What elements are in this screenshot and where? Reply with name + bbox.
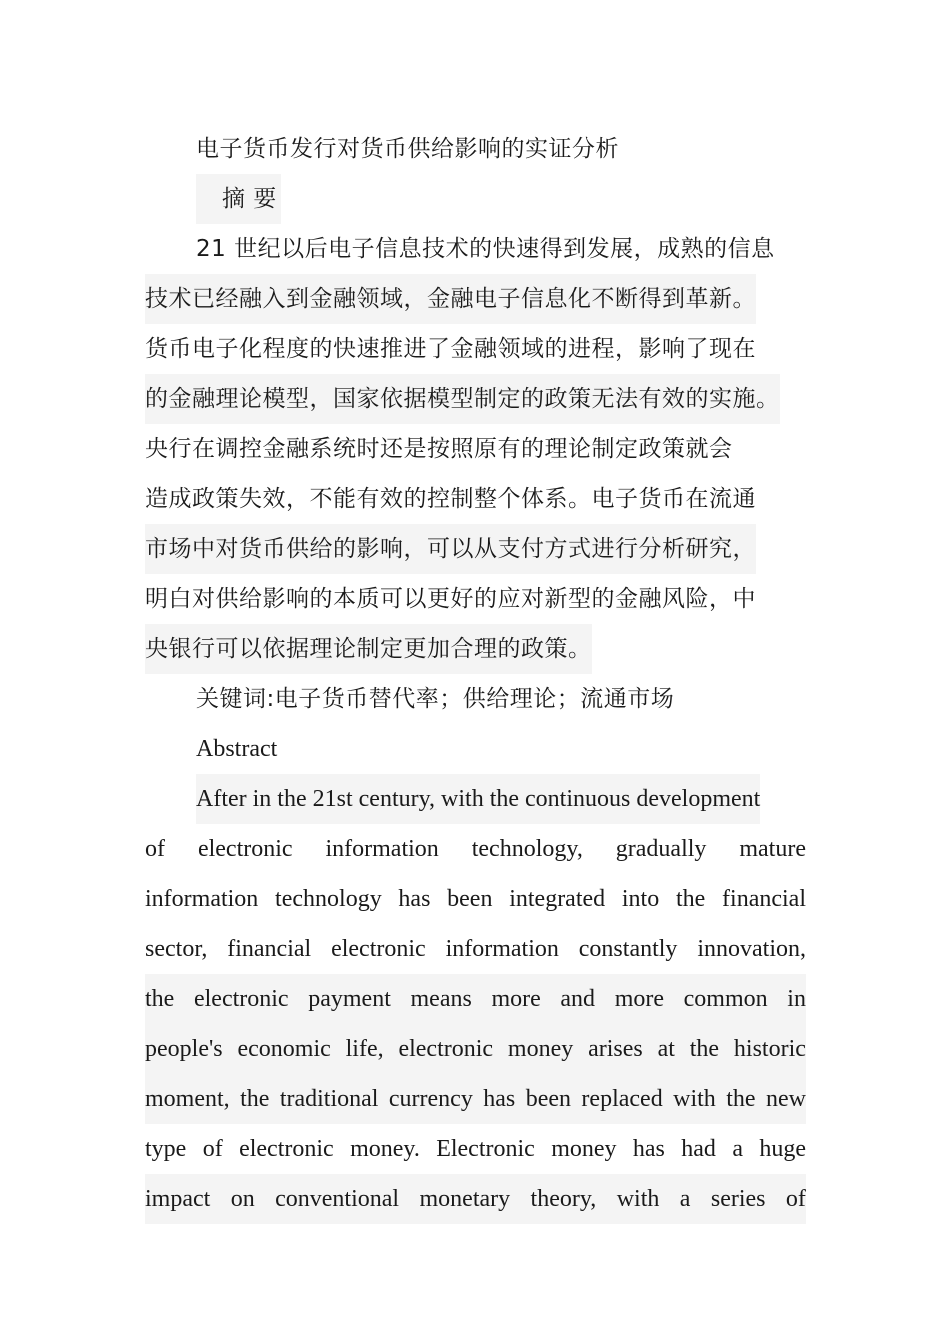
- word: the: [145, 986, 175, 1012]
- cn-abstract-line: 造成政策失效，不能有效的控制整个体系。电子货币在流通: [145, 486, 756, 512]
- word: money.: [350, 1136, 420, 1162]
- word: money: [551, 1136, 617, 1162]
- word: huge: [759, 1136, 806, 1162]
- word: integrated: [509, 886, 606, 912]
- word: replaced: [581, 1086, 663, 1112]
- word: the: [240, 1086, 270, 1112]
- word: impact: [145, 1186, 211, 1212]
- word: historic: [733, 1036, 806, 1062]
- word: type: [145, 1136, 187, 1162]
- word: has: [398, 886, 431, 912]
- word: of: [145, 836, 165, 862]
- cn-abstract-line: 央银行可以依据理论制定更加合理的政策。: [145, 624, 592, 674]
- en-abstract-line: [145, 1124, 806, 1174]
- word: constantly: [578, 936, 678, 962]
- word: electronic: [193, 986, 289, 1012]
- cn-abstract-line: 21 世纪以后电子信息技术的快速得到发展，成熟的信息: [196, 236, 775, 262]
- abstract-heading: 摘 要: [196, 174, 281, 224]
- keywords: 关键词:电子货币替代率；供给理论；流通市场: [196, 686, 675, 712]
- word: a: [732, 1136, 743, 1162]
- word: has: [632, 1136, 665, 1162]
- word: series: [710, 1186, 766, 1212]
- cn-abstract-line: 的金融理论模型，国家依据模型制定的政策无法有效的实施。: [145, 374, 780, 424]
- word: gradually: [615, 836, 707, 862]
- word: had: [681, 1136, 716, 1162]
- word: at: [657, 1036, 675, 1062]
- word: new: [765, 1086, 806, 1112]
- word: people's: [145, 1036, 223, 1062]
- word: common: [683, 986, 768, 1012]
- word: of: [202, 1136, 223, 1162]
- word: economic: [237, 1036, 331, 1062]
- cn-abstract-line: 市场中对货币供给的影响，可以从支付方式进行分析研究，: [145, 524, 756, 574]
- word: electronic: [239, 1136, 334, 1162]
- cn-abstract-line: 技术已经融入到金融领域，金融电子信息化不断得到革新。: [145, 274, 756, 324]
- word: information: [445, 936, 559, 962]
- word: technology: [275, 886, 382, 912]
- word: the: [726, 1086, 756, 1112]
- document-title: 电子货币发行对货币供给影响的实证分析: [196, 136, 619, 162]
- word: means: [410, 986, 472, 1012]
- word: with: [616, 1186, 660, 1212]
- word: been: [447, 886, 493, 912]
- word: monetary: [419, 1186, 511, 1212]
- word: life,: [345, 1036, 384, 1062]
- word: arises: [588, 1036, 643, 1062]
- cn-abstract-line: 明白对供给影响的本质可以更好的应对新型的金融风险，中: [145, 586, 756, 612]
- word: into: [621, 886, 660, 912]
- word: money: [507, 1036, 574, 1062]
- word: the: [689, 1036, 720, 1062]
- word: more: [614, 986, 665, 1012]
- word: been: [525, 1086, 571, 1112]
- word: traditional: [279, 1086, 379, 1112]
- word: electronic: [398, 1036, 494, 1062]
- word: mature: [739, 836, 806, 862]
- en-abstract-line: [145, 1074, 806, 1124]
- cn-abstract-line: 货币电子化程度的快速推进了金融领域的进程，影响了现在: [145, 336, 756, 362]
- en-abstract-line: [145, 974, 806, 1024]
- en-abstract-line: [145, 824, 806, 874]
- en-abstract-line: [145, 1024, 806, 1074]
- english-abstract-heading: Abstract: [196, 736, 278, 762]
- word: moment,: [145, 1086, 230, 1112]
- word: information: [325, 836, 439, 862]
- word: payment: [308, 986, 391, 1012]
- word: with: [673, 1086, 716, 1112]
- word: in: [787, 986, 806, 1012]
- word: electronic: [197, 836, 293, 862]
- word: has: [483, 1086, 516, 1112]
- en-abstract-line: After in the 21st century, with the continuous development: [196, 774, 760, 824]
- en-abstract-line: [145, 924, 806, 974]
- word: the: [675, 886, 706, 912]
- cn-abstract-line: 央行在调控金融系统时还是按照原有的理论制定政策就会: [145, 436, 733, 462]
- word: technology,: [471, 836, 583, 862]
- word: financial: [227, 936, 312, 962]
- word: Electronic: [436, 1136, 535, 1162]
- en-abstract-line: [145, 874, 806, 924]
- word: currency: [388, 1086, 473, 1112]
- word: theory,: [530, 1186, 597, 1212]
- word: conventional: [275, 1186, 400, 1212]
- word: and: [560, 986, 596, 1012]
- word: on: [230, 1186, 255, 1212]
- word: financial: [722, 886, 806, 912]
- word: of: [785, 1186, 806, 1212]
- word: more: [491, 986, 541, 1012]
- word: sector,: [145, 936, 208, 962]
- word: innovation,: [697, 936, 806, 962]
- word: information: [145, 886, 259, 912]
- word: electronic: [331, 936, 426, 962]
- en-abstract-line: [145, 1174, 806, 1224]
- word: a: [679, 1186, 691, 1212]
